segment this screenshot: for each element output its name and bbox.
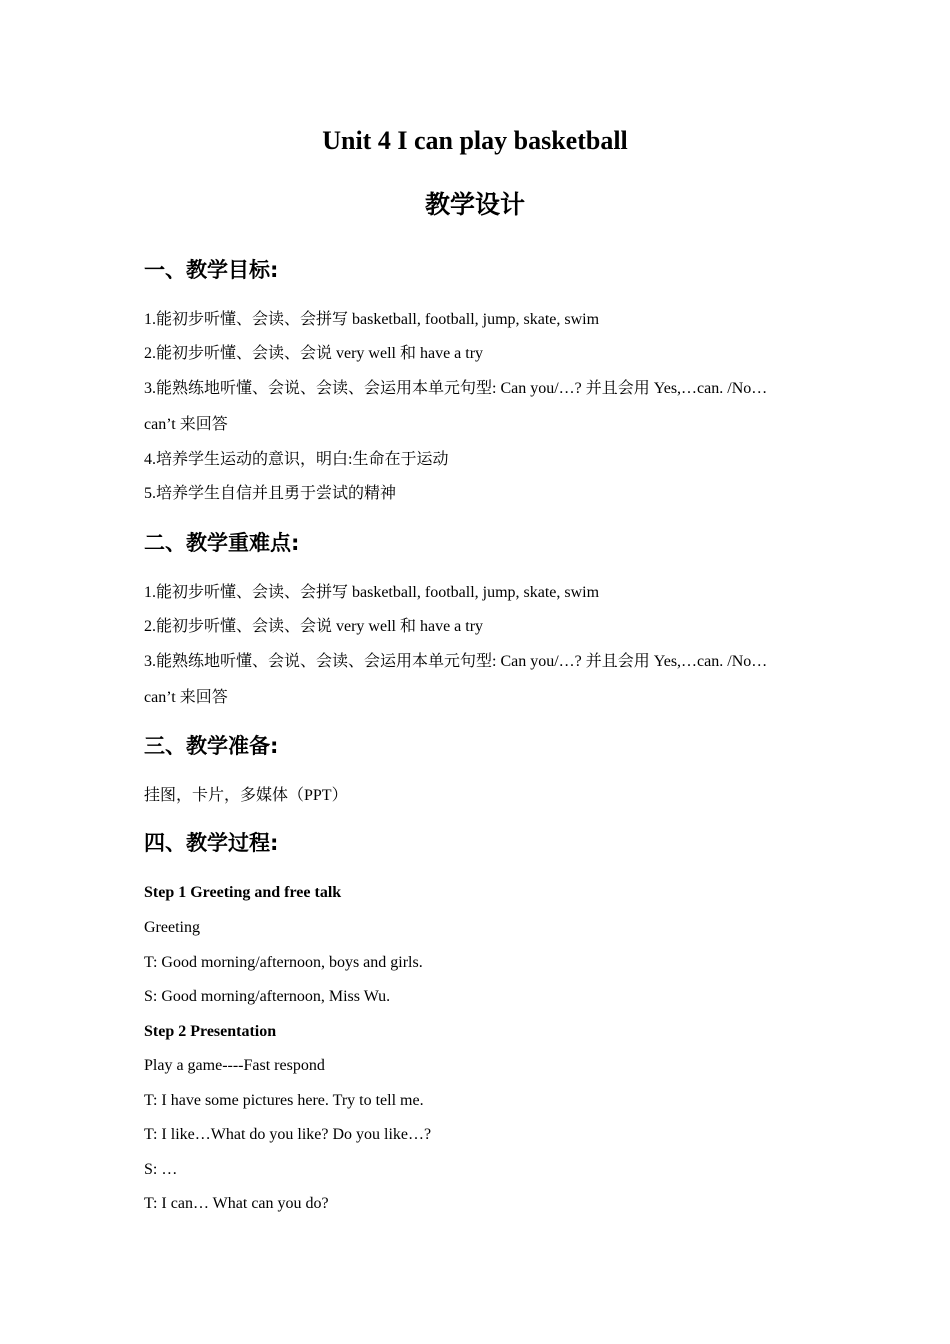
process-line: Greeting xyxy=(144,919,200,936)
section-heading-preparation: 三、教学准备: xyxy=(144,734,279,758)
section-heading-process: 四、教学过程: xyxy=(144,831,279,855)
step-title: Step 1 Greeting and free talk xyxy=(144,884,342,901)
objective-item: 4.培养学生运动的意识，明白:生命在于运动 xyxy=(144,451,449,468)
key-point-item: 3.能熟练地听懂、会说、会读、会运用本单元句型: Can you/…? 并且会用 Yes,…can. /No… xyxy=(144,653,768,670)
key-point-item: 1.能初步听懂、会读、会拼写 basketball, football, jump, skate, swim xyxy=(144,584,600,601)
process-line: T: I can… What can you do? xyxy=(144,1195,329,1212)
process-line: T: I have some pictures here. Try to tell me. xyxy=(144,1092,424,1109)
key-point-item-continued: can’t 来回答 xyxy=(144,689,228,706)
process-line: S: … xyxy=(144,1161,178,1178)
key-point-item: 2.能初步听懂、会读、会说 very well 和 have a try xyxy=(144,618,484,635)
process-line: S: Good morning/afternoon, Miss Wu. xyxy=(144,988,391,1005)
section-heading-objectives: 一、教学目标: xyxy=(144,258,279,282)
objective-item: 5.培养学生自信并且勇于尝试的精神 xyxy=(144,485,397,502)
process-line: Play a game----Fast respond xyxy=(144,1057,325,1074)
process-line: T: Good morning/afternoon, boys and girls. xyxy=(144,954,423,971)
document-subtitle: 教学设计 xyxy=(424,190,525,219)
process-line: T: I like…What do you like? Do you like…? xyxy=(144,1126,432,1143)
step-title: Step 2 Presentation xyxy=(144,1023,277,1040)
objective-item: 3.能熟练地听懂、会说、会读、会运用本单元句型: Can you/…? 并且会用 Yes,…can. /No… xyxy=(144,380,768,397)
objective-item: 2.能初步听懂、会读、会说 very well 和 have a try xyxy=(144,345,484,362)
preparation-item: 挂图，卡片，多媒体（PPT） xyxy=(144,787,348,804)
document-title: Unit 4 I can play basketball xyxy=(322,126,628,155)
objective-item: 1.能初步听懂、会读、会拼写 basketball, football, jump, skate, swim xyxy=(144,311,600,328)
section-heading-key-points: 二、教学重难点: xyxy=(144,531,300,555)
objective-item-continued: can’t 来回答 xyxy=(144,416,228,433)
